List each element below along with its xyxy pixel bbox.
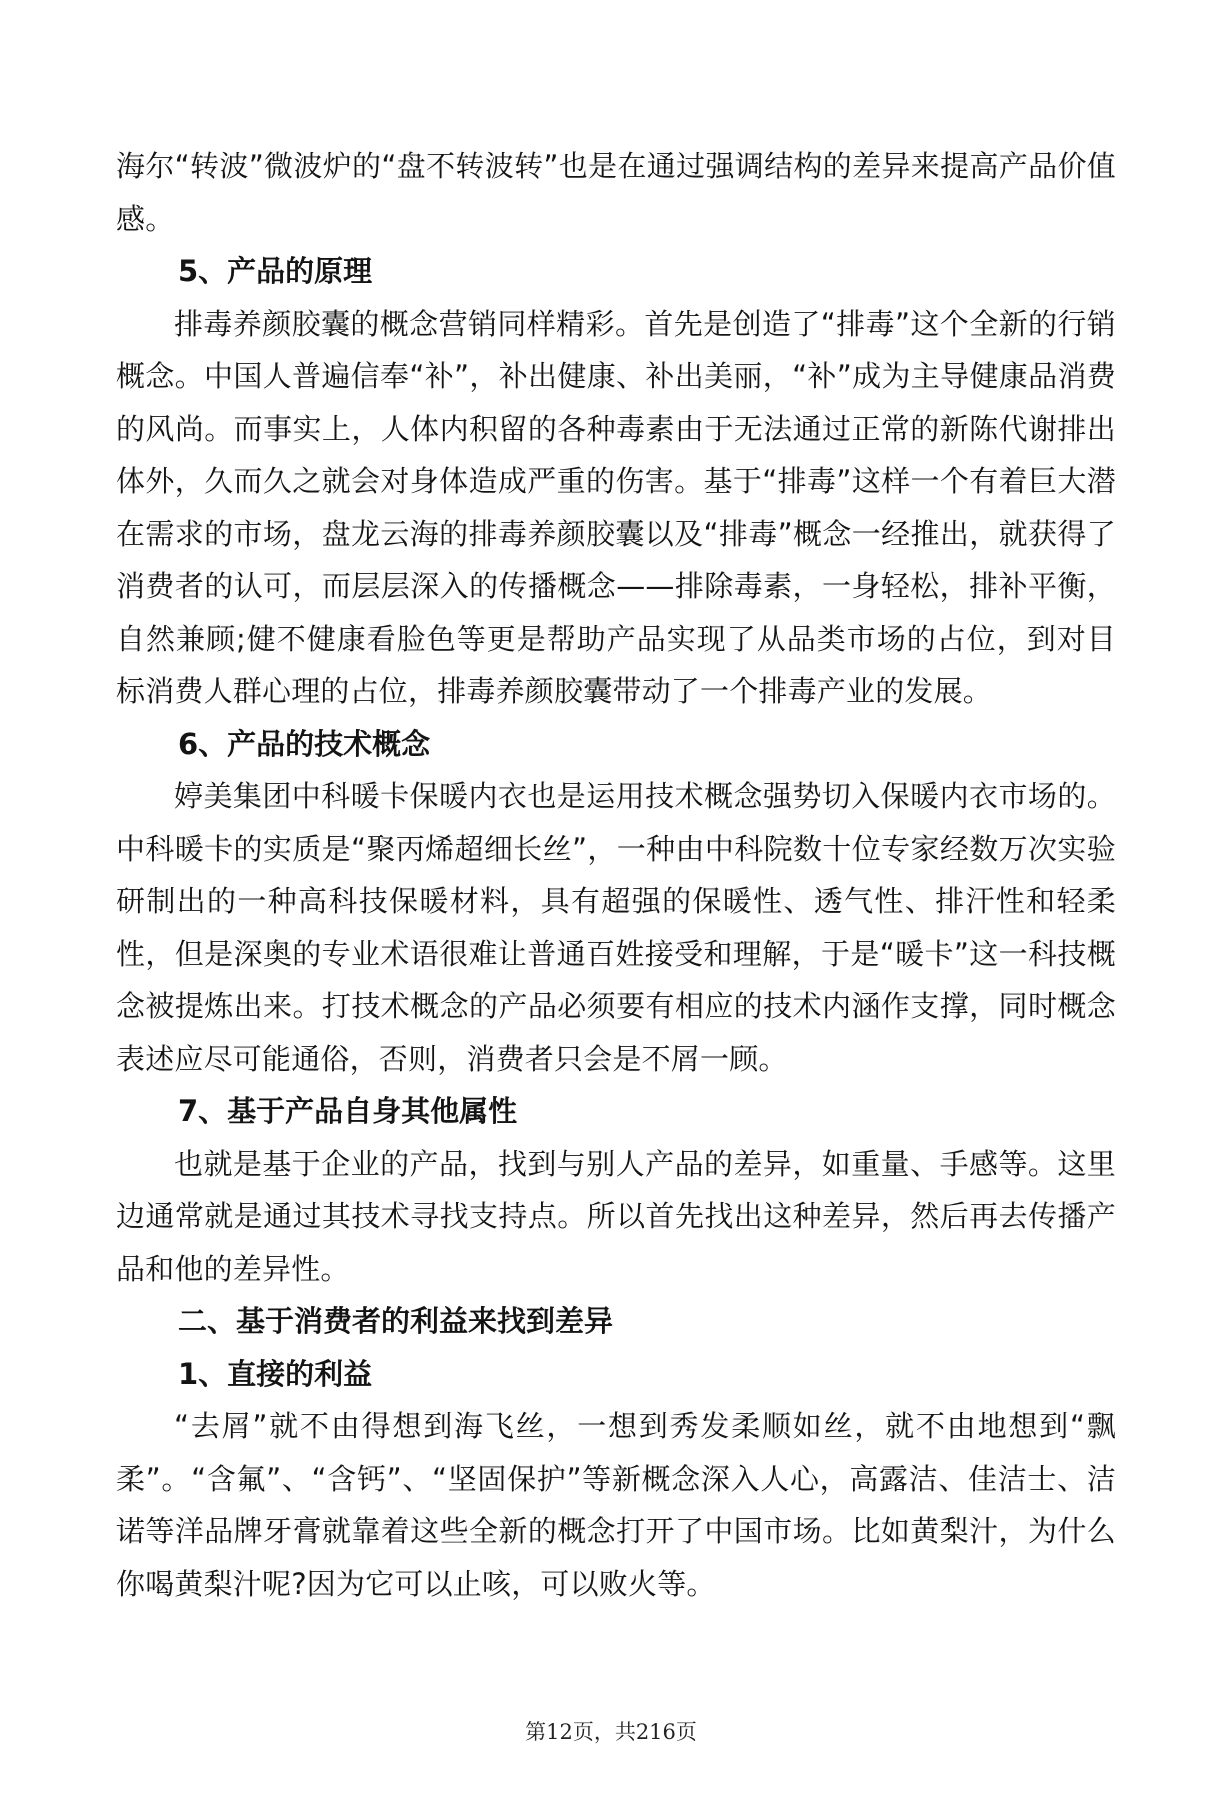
- paragraph-detox-capsule: 排毒养颜胶囊的概念营销同样精彩。首先是创造了“排毒”这个全新的行销概念。中国人普遍信奉“补”，补出健康、补出美丽，“补”成为主导健康品消费的风尚。而事实上，人体内积留的各种毒素由于无法通过正常的新陈代谢排出体外，久而久之就会对身体造成严重的伤害。基于“排毒”这样一个有着巨大潜在需求的市场，盘龙云海的排毒养颜胶囊以及“排毒”概念一经推出，就获得了消费者的认可，而层层深入的传播概念——排除毒素，一身轻松，排补平衡，自然兼顾;健不健康看脸色等更是帮助产品实现了从品类市场的占位，到对目标消费人群心理的占位，排毒养颜胶囊带动了一个排毒产业的发展。: [116, 306, 1116, 708]
- heading-product-principle: 5、产品的原理: [178, 254, 373, 288]
- paragraph-other-attributes: 也就是基于企业的产品，找到与别人产品的差异，如重量、手感等。这里边通常就是通过其技术寻找支持点。所以首先找出这种差异，然后再去传播产品和他的差异性。: [116, 1146, 1116, 1286]
- paragraph-direct-benefit: “去屑”就不由得想到海飞丝，一想到秀发柔顺如丝，就不由地想到“飘柔”。“含氟”、“含钙”、“坚固保护”等新概念深入人心，高露洁、佳洁士、洁诺等洋品牌牙膏就靠着这些全新的概念打开了中国市场。比如黄梨汁，为什么你喝黄梨汁呢?因为它可以止咳，可以败火等。: [116, 1409, 1116, 1601]
- heading-other-attributes: 7、基于产品自身其他属性: [178, 1094, 518, 1128]
- paragraph-microwave-example: 海尔“转波”微波炉的“盘不转波转”也是在通过强调结构的差异来提高产品价值感。: [116, 149, 1116, 236]
- heading-direct-benefit: 1、直接的利益: [178, 1356, 373, 1391]
- heading-tech-concept: 6、产品的技术概念: [178, 726, 431, 761]
- document-body: [116, 140, 1116, 1610]
- page-number-footer: 第12页，共216页: [525, 1720, 697, 1744]
- heading-consumer-benefit: 二、基于消费者的利益来找到差异: [178, 1304, 614, 1338]
- paragraph-thermal-underwear: 婷美集团中科暖卡保暖内衣也是运用技术概念强势切入保暖内衣市场的。中科暖卡的实质是“聚丙烯超细长丝”，一种由中科院数十位专家经数万次实验研制出的一种高科技保暖材料，具有超强的保暖性、透气性、排汗性和轻柔性，但是深奥的专业术语很难让普通百姓接受和理解，于是“暖卡”这一科技概念被提炼出来。打技术概念的产品必须要有相应的技术内涵作支撑，同时概念表述应尽可能通俗，否则，消费者只会是不屑一顾。: [116, 779, 1116, 1076]
